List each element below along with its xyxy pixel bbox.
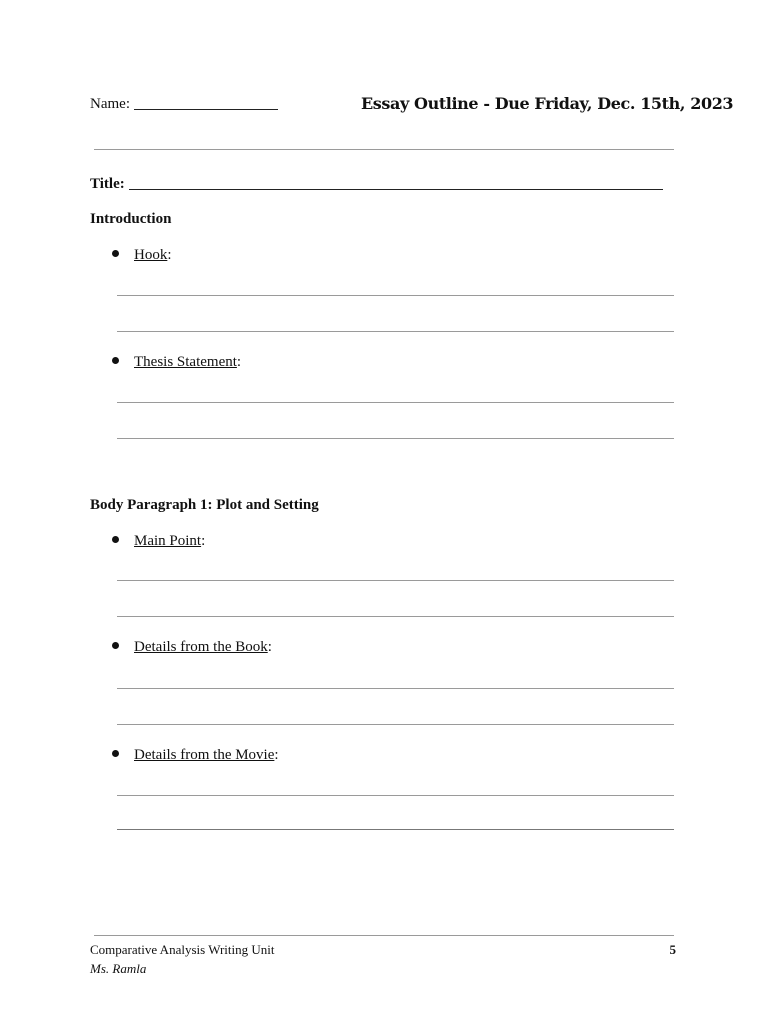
bullet-main-point: [112, 533, 205, 550]
writing-line[interactable]: [117, 795, 674, 796]
header-divider: [94, 149, 674, 150]
bullet-dot-icon: [112, 357, 119, 364]
document-title: Essay Outline - Due Friday, Dec. 15th, 2023: [361, 94, 734, 113]
writing-line[interactable]: [117, 688, 674, 689]
thesis-statement-label: Thesis Statement: [134, 354, 237, 370]
title-blank-line[interactable]: [129, 175, 663, 190]
bullet-dot-icon: [112, 250, 119, 257]
colon: :: [274, 747, 279, 763]
writing-line[interactable]: [117, 724, 674, 725]
details-from-book-label: Details from the Book: [134, 639, 268, 655]
title-label: Title:: [90, 176, 125, 192]
name-field[interactable]: [90, 95, 278, 113]
introduction-heading: Introduction: [90, 211, 172, 227]
bullet-dot-icon: [112, 536, 119, 543]
bullet-dot-icon: [112, 642, 119, 649]
footer-unit-name: Comparative Analysis Writing Unit: [90, 942, 275, 957]
writing-line[interactable]: [117, 402, 674, 403]
writing-line[interactable]: [117, 616, 674, 617]
bullet-thesis-statement: [112, 354, 241, 371]
body-paragraph-1-heading: Body Paragraph 1: Plot and Setting: [90, 497, 319, 513]
writing-line[interactable]: [117, 331, 674, 332]
writing-line[interactable]: [117, 580, 674, 581]
hook-label: Hook: [134, 247, 168, 263]
colon: :: [167, 247, 172, 263]
bullet-hook: [112, 247, 172, 264]
bullet-dot-icon: [112, 750, 119, 757]
bullet-details-from-movie: [112, 747, 279, 764]
bullet-details-from-book: [112, 639, 272, 656]
footer-divider: [94, 935, 674, 936]
colon: :: [267, 639, 272, 655]
name-label: Name:: [90, 96, 130, 112]
page-number: 5: [669, 942, 676, 957]
colon: :: [201, 533, 206, 549]
writing-line[interactable]: [117, 295, 674, 296]
main-point-label: Main Point: [134, 533, 202, 549]
details-from-movie-label: Details from the Movie: [134, 747, 275, 763]
colon: :: [236, 354, 242, 370]
footer-teacher-name: Ms. Ramla: [90, 961, 147, 976]
writing-line[interactable]: [117, 438, 674, 439]
title-field[interactable]: [90, 175, 663, 193]
name-blank-line[interactable]: [134, 95, 278, 110]
writing-line[interactable]: [117, 829, 674, 830]
